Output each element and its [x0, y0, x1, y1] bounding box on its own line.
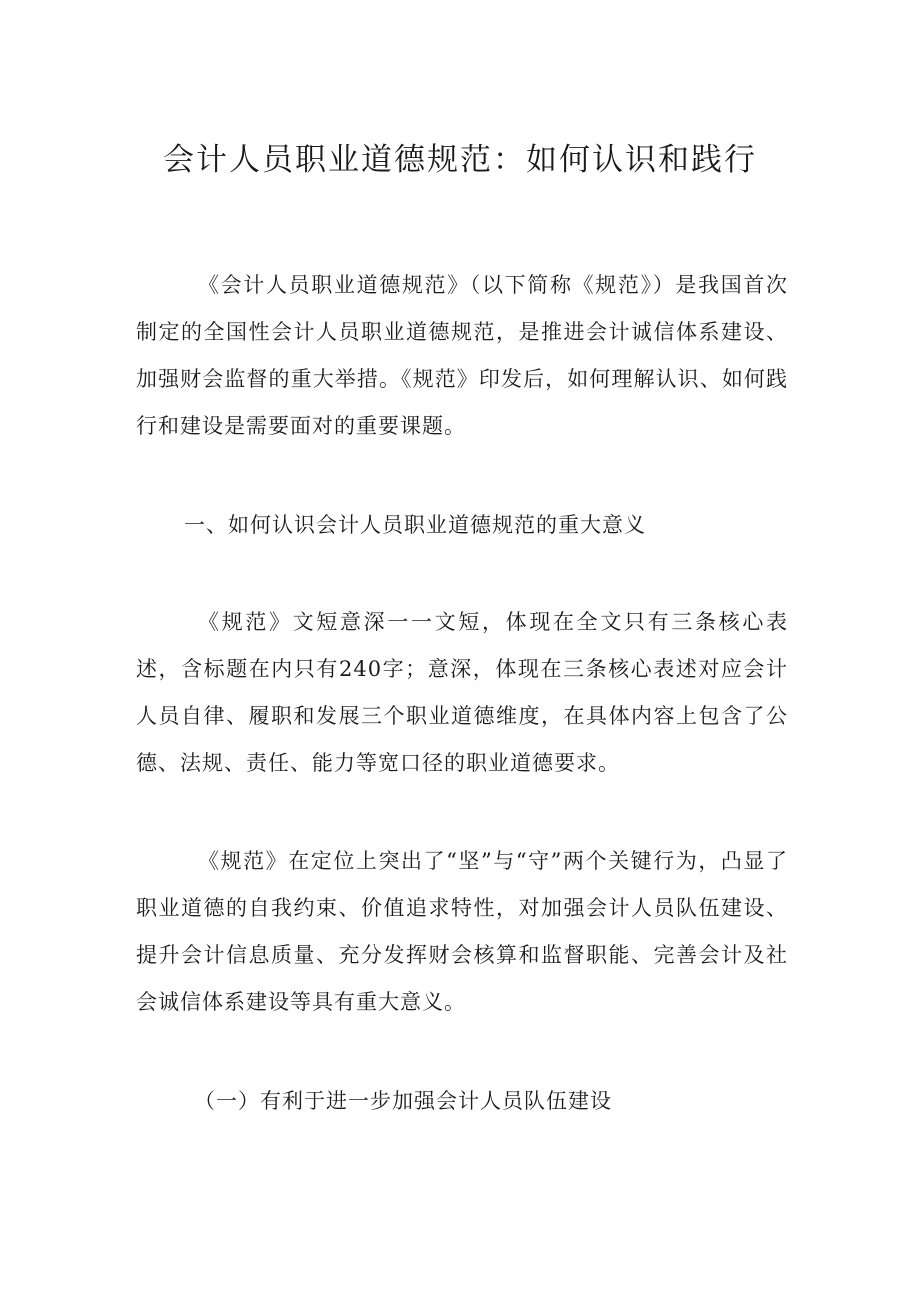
document-title: 会计人员职业道德规范：如何认识和践行	[163, 142, 757, 178]
subsection-heading: （一）有利于进一步加强会计人员队伍建设	[194, 1089, 612, 1113]
section-heading: 一、如何认识会计人员职业道德规范的重大意义	[184, 513, 646, 537]
intro-paragraph: 《会计人员职业道德规范》（以下简称《规范》）是我国首次制定的全国性会计人员职业道德规范，是推进会计诚信体系建设、加强财会监督的重大举措。《规范》印发后，如何理解认识、如何践行和建设是需要面对的重要课题。	[136, 273, 788, 438]
body-paragraph: 《规范》在定位上突出了“坚”与“守”两个关键行为，凸显了职业道德的自我约束、价值追求特性，对加强会计人员队伍建设、提升会计信息质量、充分发挥财会核算和监督职能、完善会计及社会诚信体系建设等具有重大意义。	[136, 849, 788, 1014]
body-paragraph: 《规范》文短意深一一文短，体现在全文只有三条核心表述，含标题在内只有240字；意深，体现在三条核心表述对应会计人员自律、履职和发展三个职业道德维度，在具体内容上包含了公德、法规、责任、能力等宽口径的职业道德要求。	[136, 610, 788, 775]
